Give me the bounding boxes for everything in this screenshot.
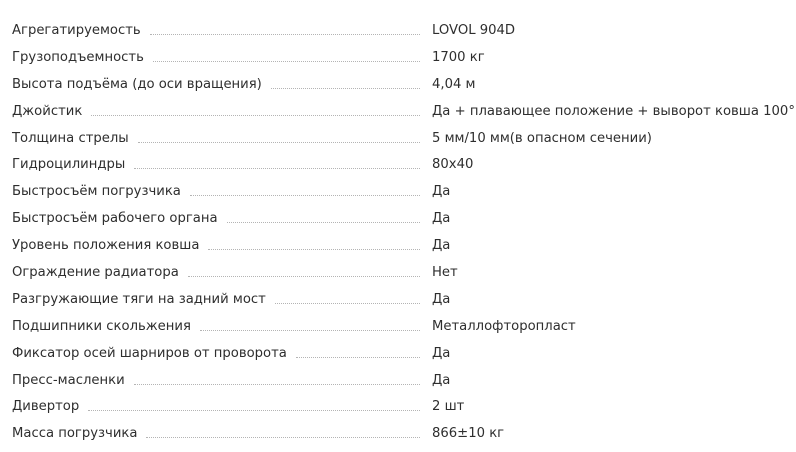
spec-name-cell — [0, 131, 420, 146]
spec-name: Грузоподъемность — [12, 49, 144, 65]
spec-value: Да — [432, 345, 451, 361]
spec-name: Гидроцилиндры — [12, 157, 126, 173]
spec-value: Да — [432, 184, 451, 200]
spec-name: Фиксатор осей шарниров от проворота — [12, 345, 287, 361]
spec-row — [0, 125, 796, 152]
dotted-leader — [134, 383, 420, 385]
spec-value: LOVOL 904D — [432, 22, 516, 38]
spec-name: Быстросъём рабочего органа — [12, 211, 218, 227]
dotted-leader — [200, 329, 420, 331]
spec-row — [0, 98, 796, 125]
dotted-leader — [91, 114, 420, 116]
spec-name: Агрегатируемость — [12, 22, 141, 38]
dotted-leader — [271, 87, 420, 89]
spec-row — [0, 151, 796, 178]
spec-row — [0, 205, 796, 232]
spec-row — [0, 286, 796, 313]
spec-row — [0, 71, 796, 98]
spec-name-cell — [0, 157, 420, 172]
spec-name: Высота подъёма (до оси вращения) — [12, 76, 262, 92]
dotted-leader — [227, 221, 420, 223]
spec-row — [0, 420, 796, 447]
spec-value: Да — [432, 211, 451, 227]
spec-row — [0, 44, 796, 71]
dotted-leader — [188, 275, 420, 277]
spec-row — [0, 17, 796, 44]
spec-name: Пресс-масленки — [12, 372, 125, 388]
spec-name-cell — [0, 238, 420, 253]
dotted-leader — [296, 356, 420, 358]
spec-name: Подшипники скольжения — [12, 318, 191, 334]
spec-name-cell — [0, 373, 420, 388]
dotted-leader — [146, 436, 420, 438]
spec-name: Дивертор — [12, 399, 80, 415]
spec-row — [0, 259, 796, 286]
spec-name-cell — [0, 211, 420, 226]
spec-name: Разгружающие тяги на задний мост — [12, 291, 266, 307]
spec-row — [0, 367, 796, 394]
spec-name: Толщина стрелы — [12, 130, 129, 146]
spec-row — [0, 232, 796, 259]
spec-name: Масса погрузчика — [12, 426, 138, 442]
spec-value: 866±10 кг — [432, 426, 505, 442]
spec-row — [0, 393, 796, 420]
spec-name-cell — [0, 346, 420, 361]
spec-name-cell — [0, 184, 420, 199]
spec-name-cell — [0, 399, 420, 414]
dotted-leader — [275, 302, 420, 304]
spec-name-cell — [0, 319, 420, 334]
spec-value: Да + плавающее положение + выворот ковша 100° — [432, 103, 795, 119]
spec-row — [0, 340, 796, 367]
dotted-leader — [134, 167, 420, 169]
dotted-leader — [138, 141, 420, 143]
spec-name: Джойстик — [12, 103, 83, 119]
spec-value: Да — [432, 238, 451, 254]
dotted-leader — [153, 60, 420, 62]
spec-name: Уровень положения ковша — [12, 238, 200, 254]
spec-value: 1700 кг — [432, 49, 485, 65]
spec-value: 2 шт — [432, 399, 465, 415]
spec-row — [0, 313, 796, 340]
spec-name-cell — [0, 104, 420, 119]
spec-value: 5 мм/10 мм(в опасном сечении) — [432, 130, 652, 146]
dotted-leader — [88, 409, 420, 411]
spec-value: Да — [432, 291, 451, 307]
spec-name-cell — [0, 265, 420, 280]
dotted-leader — [150, 33, 420, 35]
spec-name-cell — [0, 426, 420, 441]
spec-name-cell — [0, 292, 420, 307]
spec-value: 80х40 — [432, 157, 474, 173]
spec-name-cell — [0, 50, 420, 65]
dotted-leader — [190, 194, 420, 196]
spec-name: Быстросъём погрузчика — [12, 184, 181, 200]
spec-name-cell — [0, 23, 420, 38]
spec-value: 4,04 м — [432, 76, 476, 92]
spec-name-cell — [0, 77, 420, 92]
spec-value: Да — [432, 372, 451, 388]
spec-row — [0, 178, 796, 205]
spec-name: Ограждение радиатора — [12, 264, 179, 280]
spec-value: Металлофторопласт — [432, 318, 576, 334]
dotted-leader — [208, 248, 420, 250]
spec-value: Нет — [432, 264, 458, 280]
